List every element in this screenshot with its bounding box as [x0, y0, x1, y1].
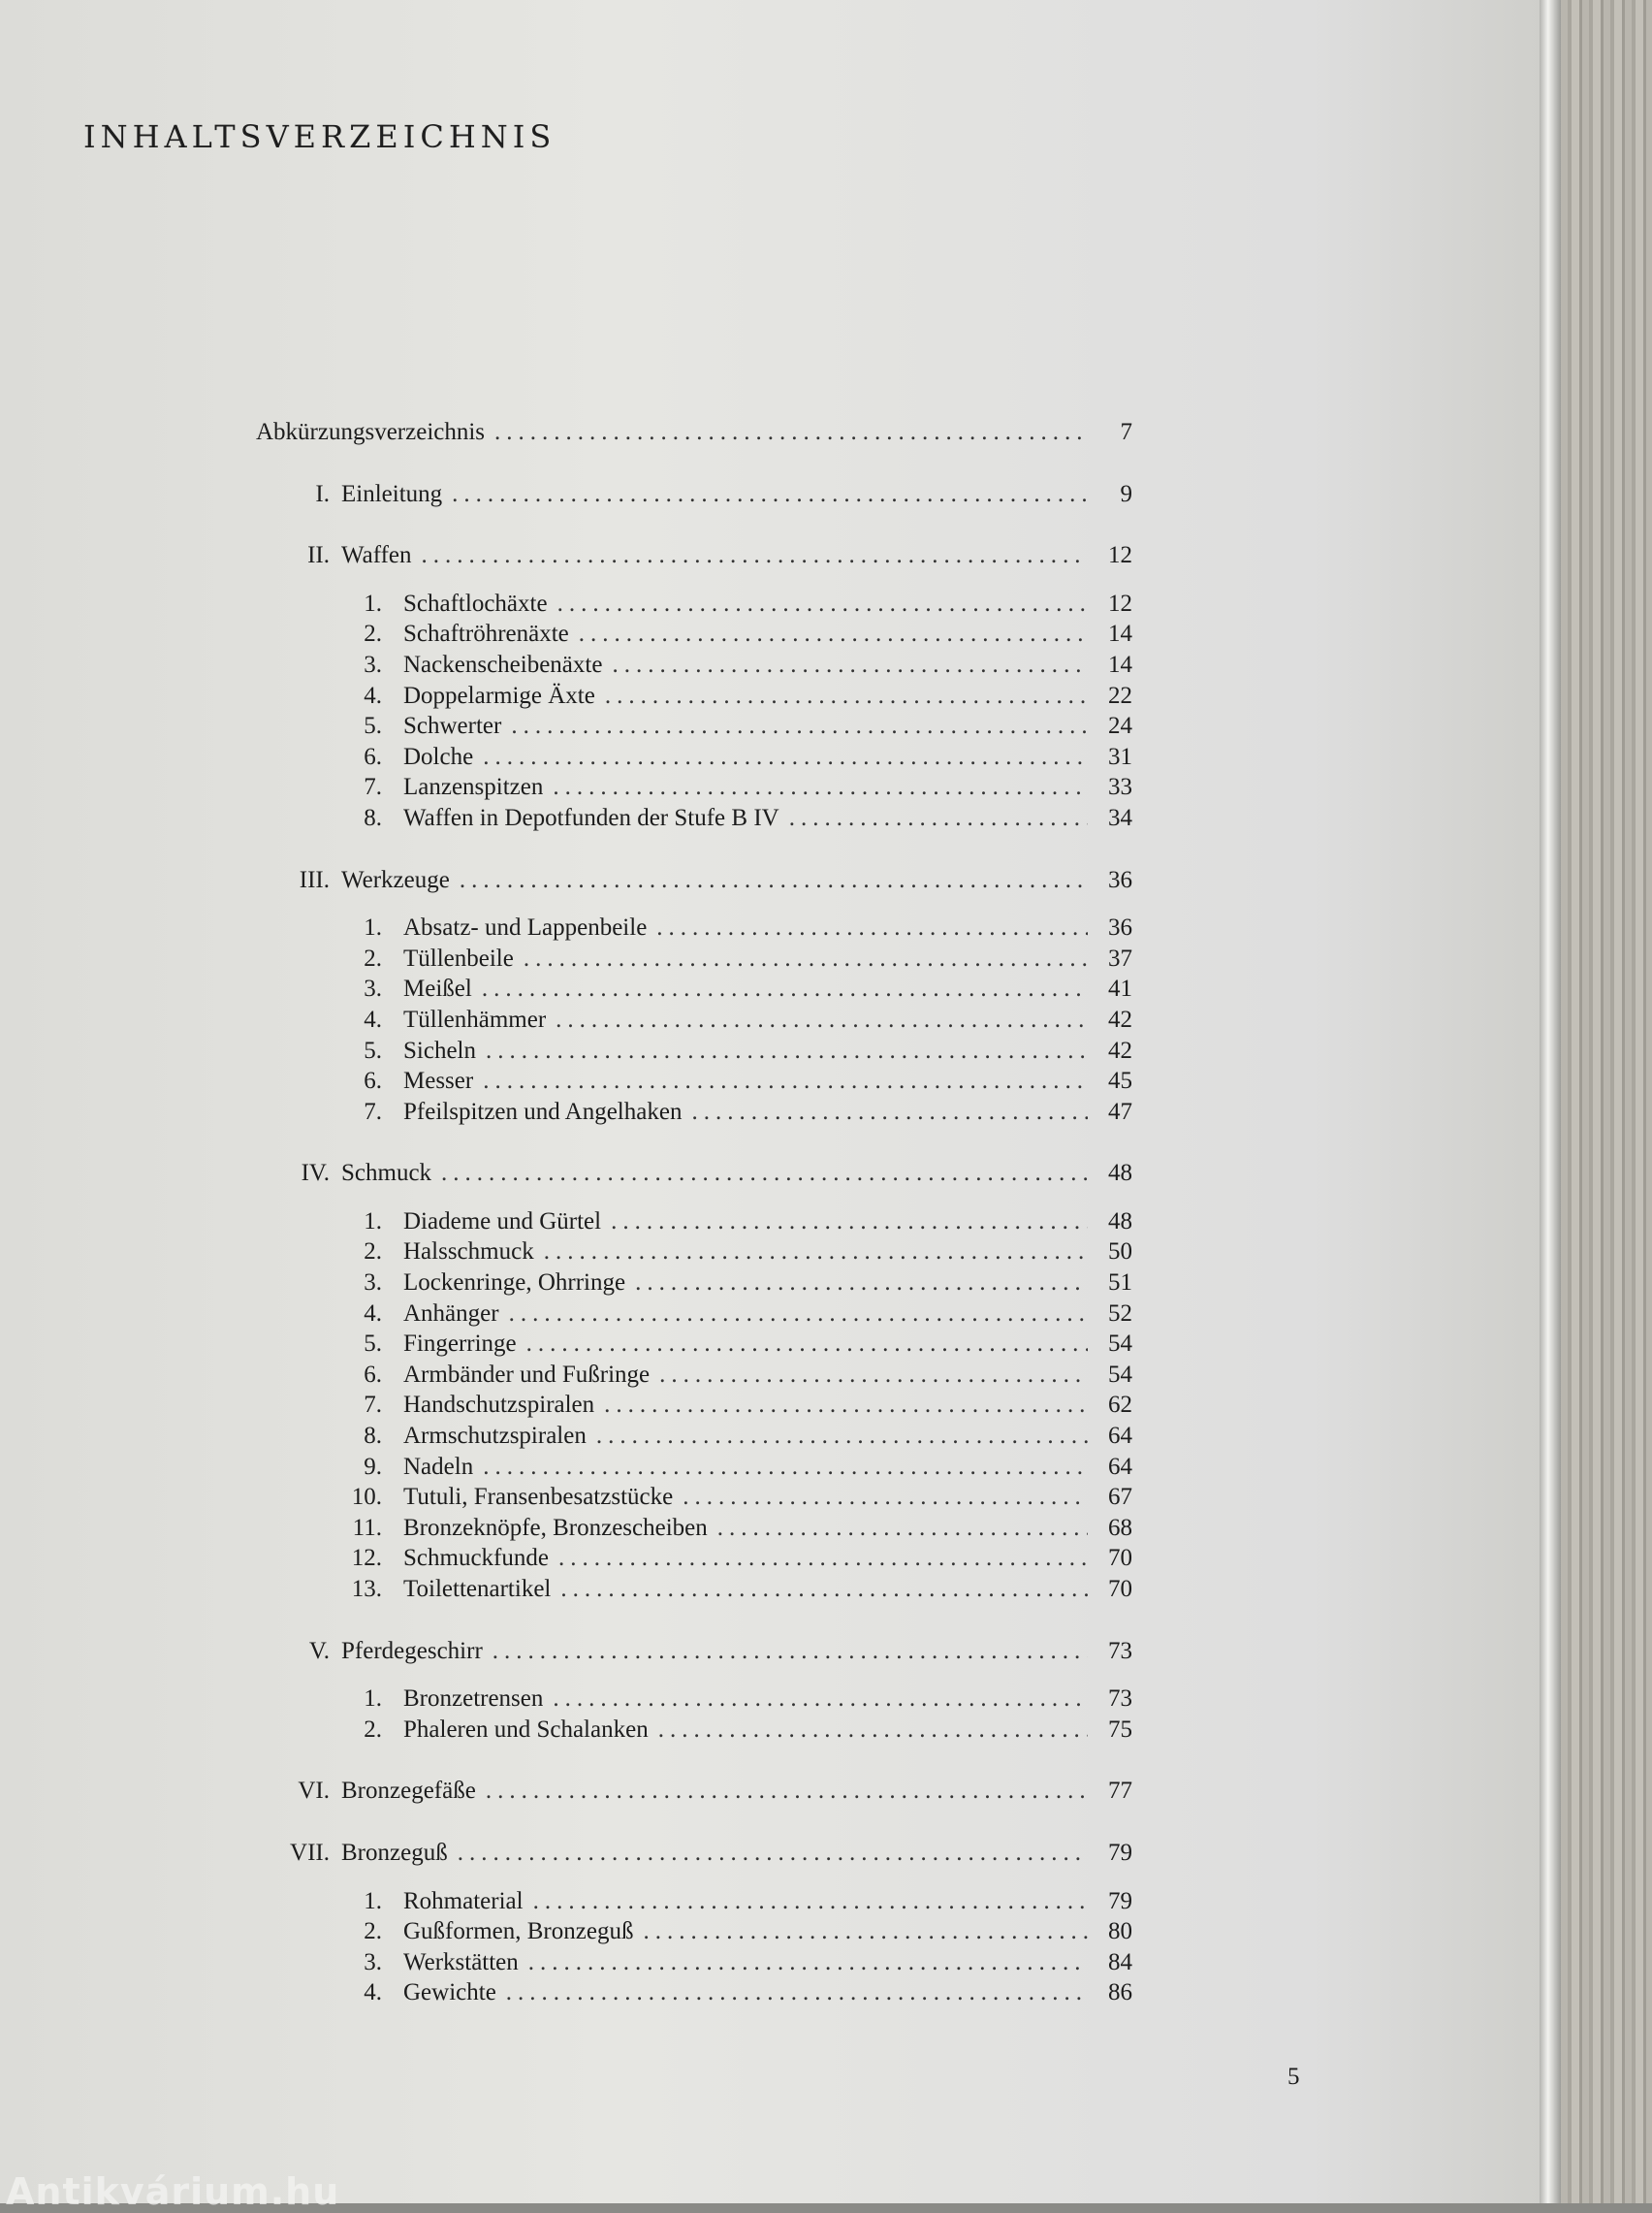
- toc-entry-page: 73: [1108, 1637, 1132, 1664]
- toc-entry-title: Werkzeuge: [341, 866, 450, 893]
- toc-section-row: [256, 1269, 1132, 1300]
- toc-chapter-row: [256, 481, 1132, 512]
- dot-leader: [635, 1269, 1088, 1297]
- toc-entry-number: 5.: [364, 1037, 382, 1064]
- toc-section-row: [256, 1454, 1132, 1485]
- toc-chapter-row: [256, 867, 1132, 898]
- dot-leader: [483, 1068, 1088, 1095]
- dot-leader: [560, 1576, 1088, 1603]
- toc-entry-title: Lockenringe, Ohrringe: [403, 1269, 626, 1297]
- dot-leader: [612, 652, 1088, 679]
- toc-entry-title: Schwerter: [403, 713, 502, 740]
- toc-entry-title: Nadeln: [403, 1453, 474, 1480]
- toc-entry-page: 54: [1108, 1331, 1132, 1358]
- toc-section-row: [256, 1038, 1132, 1069]
- toc-entry-page: 37: [1108, 945, 1132, 972]
- toc-entry-page: 24: [1108, 713, 1132, 740]
- dot-leader: [483, 1454, 1088, 1481]
- dot-leader: [558, 1545, 1088, 1572]
- toc-entry-page: 42: [1108, 1037, 1132, 1064]
- dot-leader: [596, 1423, 1088, 1450]
- toc-entry-title: Doppelarmige Äxte: [403, 682, 595, 709]
- toc-entry-title: Toilettenartikel: [403, 1576, 552, 1602]
- dot-leader: [458, 1840, 1088, 1867]
- toc-entry-title: Gewichte: [403, 1979, 496, 2006]
- toc-entry-number: 6.: [364, 1361, 382, 1388]
- toc-entry-page: 50: [1108, 1238, 1132, 1266]
- toc-entry-number: 10.: [351, 1484, 382, 1511]
- toc-entry-title: Tutuli, Fransenbesatzstücke: [403, 1484, 674, 1511]
- toc-entry-page: 34: [1108, 804, 1132, 831]
- toc-entry-title: Absatz- und Lappenbeile: [403, 914, 648, 942]
- toc-section-row: [256, 1007, 1132, 1038]
- toc-entry-number: 7.: [364, 1392, 382, 1419]
- toc-section-row: [256, 1949, 1132, 1980]
- toc-entry-title: Armbänder und Fußringe: [403, 1361, 651, 1388]
- toc-entry-title: Abkürzungsverzeichnis: [256, 419, 486, 445]
- toc-entry-number: 2.: [364, 621, 382, 648]
- toc-entry-page: 48: [1108, 1160, 1132, 1187]
- toc-entry-page: 80: [1108, 1918, 1132, 1945]
- toc-entry-number: 8.: [364, 1423, 382, 1450]
- toc-section-row: [256, 591, 1132, 622]
- toc-entry-page: 67: [1108, 1484, 1132, 1511]
- toc-entry-title: Rohmaterial: [403, 1887, 524, 1914]
- toc-entry-page: 14: [1108, 651, 1132, 678]
- dot-leader: [533, 1888, 1088, 1915]
- toc-section-row: [256, 946, 1132, 977]
- toc-entry-page: 68: [1108, 1514, 1132, 1541]
- toc-entry-number: 6.: [364, 1068, 382, 1095]
- toc-entry-title: Bronzeknöpfe, Bronzescheiben: [403, 1514, 708, 1541]
- dot-leader: [789, 805, 1088, 832]
- toc-section-row: [256, 744, 1132, 775]
- page-number: 5: [1287, 2064, 1300, 2090]
- dot-leader: [658, 1716, 1088, 1744]
- dot-leader: [604, 1392, 1088, 1419]
- toc-entry-title: Pferdegeschirr: [341, 1637, 483, 1664]
- toc-entry-title: Schmuckfunde: [403, 1545, 549, 1572]
- dot-leader: [683, 1484, 1088, 1511]
- toc-chapter-row: [256, 1160, 1132, 1191]
- toc-entry-number: 2.: [364, 945, 382, 972]
- toc-entry-number: 7.: [364, 1098, 382, 1125]
- toc-entry-page: 47: [1108, 1098, 1132, 1125]
- toc-entry-number: VI.: [298, 1778, 330, 1805]
- toc-entry-title: Nackenscheibenäxte: [403, 651, 603, 678]
- toc-entry-title: Pfeilspitzen und Angelhaken: [403, 1098, 683, 1125]
- toc-entry-title: Bronzeguß: [341, 1839, 448, 1866]
- dot-leader: [526, 1331, 1088, 1358]
- toc-entry-title: Schmuck: [341, 1160, 432, 1187]
- toc-section-row: [256, 914, 1132, 946]
- toc-section-row: [256, 1300, 1132, 1331]
- toc-entry-title: Bronzegefäße: [341, 1778, 476, 1805]
- dot-leader: [717, 1515, 1088, 1542]
- toc-entry-number: III.: [299, 866, 330, 893]
- toc-entry-title: Handschutzspiralen: [403, 1392, 595, 1419]
- dot-leader: [524, 946, 1088, 973]
- toc-section-row: [256, 1238, 1132, 1269]
- toc-entry-page: 51: [1108, 1269, 1132, 1297]
- toc-entry-page: 41: [1108, 976, 1132, 1003]
- toc-entry-page: 84: [1108, 1948, 1132, 1975]
- toc-entry-number: 1.: [364, 1207, 382, 1235]
- toc-section-row: [256, 1362, 1132, 1393]
- toc-entry-title: Meißel: [403, 976, 472, 1003]
- toc-entry-page: 79: [1108, 1839, 1132, 1866]
- toc-entry-number: 4.: [364, 1299, 382, 1327]
- toc-entry-title: Waffen: [341, 542, 412, 569]
- toc-section-row: [256, 1716, 1132, 1748]
- dot-leader: [486, 1778, 1088, 1805]
- toc-entry-number: 2.: [364, 1238, 382, 1266]
- toc-entry-page: 75: [1108, 1716, 1132, 1743]
- toc-section-row: [256, 1099, 1132, 1130]
- toc-chapter-row: [256, 542, 1132, 573]
- toc-entry-page: 12: [1108, 542, 1132, 569]
- toc-entry-title: Diademe und Gürtel: [403, 1207, 602, 1235]
- toc-entry-page: 62: [1108, 1392, 1132, 1419]
- toc-entry-page: 77: [1108, 1778, 1132, 1805]
- dot-leader: [553, 1685, 1088, 1713]
- dot-leader: [506, 1979, 1088, 2006]
- toc-entry-number: 3.: [364, 1269, 382, 1297]
- toc-entry-number: 5.: [364, 713, 382, 740]
- dot-leader: [556, 1007, 1088, 1034]
- toc-entry-title: Schaftlochäxte: [403, 590, 548, 617]
- toc-section-row: [256, 1576, 1132, 1607]
- toc-section-row: [256, 1545, 1132, 1576]
- toc-entry-number: 7.: [364, 774, 382, 801]
- dot-leader: [494, 419, 1088, 446]
- dot-leader: [452, 481, 1088, 508]
- toc-entry-page: 73: [1108, 1685, 1132, 1713]
- toc-entry-title: Tüllenhämmer: [403, 1006, 547, 1033]
- toc-entry-number: 6.: [364, 743, 382, 770]
- wooden-background: [1561, 0, 1652, 2203]
- toc-entry-title: Werkstätten: [403, 1948, 519, 1975]
- dot-leader: [422, 542, 1089, 569]
- dot-leader: [460, 867, 1088, 894]
- toc-entry-title: Phaleren und Schalanken: [403, 1716, 649, 1743]
- toc-chapter-row: [256, 1638, 1132, 1669]
- toc-entry-title: Fingerringe: [403, 1331, 517, 1358]
- toc-entry-number: VII.: [290, 1839, 330, 1866]
- toc-entry-title: Schaftröhrenäxte: [403, 621, 569, 648]
- toc-entry-page: 79: [1108, 1887, 1132, 1914]
- dot-leader: [492, 1638, 1088, 1665]
- toc-entry-number: 5.: [364, 1331, 382, 1358]
- toc-entry-page: 45: [1108, 1068, 1132, 1095]
- toc-entry-page: 48: [1108, 1207, 1132, 1235]
- toc-entry-number: 4.: [364, 1006, 382, 1033]
- toc-section-row: [256, 1979, 1132, 2010]
- toc-section-row: [256, 976, 1132, 1007]
- dot-leader: [482, 976, 1088, 1003]
- toc-section-row: [256, 1392, 1132, 1423]
- toc-entry-title: Bronzetrensen: [403, 1685, 544, 1713]
- toc-chapter-row: [256, 1778, 1132, 1809]
- toc-entry-title: Gußformen, Bronzeguß: [403, 1918, 634, 1945]
- toc-section-row: [256, 774, 1132, 805]
- toc-entry-number: 3.: [364, 651, 382, 678]
- toc-entry-page: 52: [1108, 1299, 1132, 1327]
- toc-entry-page: 9: [1120, 480, 1132, 507]
- dot-leader: [579, 621, 1088, 648]
- toc-entry-number: II.: [307, 542, 330, 569]
- toc-section-row: [256, 1208, 1132, 1239]
- toc-entry-number: 2.: [364, 1716, 382, 1743]
- toc-entry-number: 4.: [364, 1979, 382, 2006]
- toc-section-row: [256, 1685, 1132, 1716]
- toc-section-row: [256, 1423, 1132, 1454]
- toc-entry-title: Tüllenbeile: [403, 945, 514, 972]
- dot-leader: [557, 591, 1088, 618]
- dot-leader: [486, 1038, 1088, 1065]
- toc-chapter-row: [256, 419, 1132, 450]
- toc-entry-number: 1.: [364, 914, 382, 942]
- dot-leader: [691, 1099, 1088, 1126]
- toc-section-row: [256, 1888, 1132, 1919]
- toc-section-row: [256, 621, 1132, 652]
- toc-entry-page: 12: [1108, 590, 1132, 617]
- toc-entry-number: 2.: [364, 1918, 382, 1945]
- toc-entry-page: 31: [1108, 743, 1132, 770]
- toc-entry-page: 64: [1108, 1423, 1132, 1450]
- toc-entry-number: 4.: [364, 682, 382, 709]
- toc-entry-page: 70: [1108, 1576, 1132, 1602]
- dot-leader: [659, 1362, 1088, 1389]
- page-title: INHALTSVERZEICHNIS: [83, 118, 556, 155]
- toc-entry-number: 12.: [351, 1545, 382, 1572]
- toc-entry-number: 1.: [364, 1685, 382, 1713]
- toc-section-row: [256, 1068, 1132, 1099]
- toc-entry-title: Einleitung: [341, 480, 443, 507]
- toc-entry-page: 22: [1108, 682, 1132, 709]
- toc-entry-number: 13.: [351, 1576, 382, 1602]
- toc-entry-title: Messer: [403, 1068, 474, 1095]
- toc-entry-number: 3.: [364, 976, 382, 1003]
- toc-entry-page: 7: [1120, 419, 1132, 445]
- dot-leader: [643, 1918, 1088, 1945]
- toc-entry-number: 9.: [364, 1453, 382, 1480]
- dot-leader: [509, 1300, 1088, 1328]
- toc-section-row: [256, 713, 1132, 744]
- toc-entry-number: V.: [308, 1637, 330, 1664]
- toc-entry-number: I.: [315, 480, 330, 507]
- toc-entry-page: 86: [1108, 1979, 1132, 2006]
- toc-section-row: [256, 683, 1132, 714]
- toc-section-row: [256, 652, 1132, 683]
- toc-entry-number: 11.: [352, 1514, 382, 1541]
- toc-entry-number: 3.: [364, 1948, 382, 1975]
- toc-entry-title: Dolche: [403, 743, 474, 770]
- toc-section-row: [256, 1918, 1132, 1949]
- toc-entry-title: Armschutzspiralen: [403, 1423, 587, 1450]
- toc-entry-number: 1.: [364, 590, 382, 617]
- toc-entry-page: 36: [1108, 866, 1132, 893]
- dot-leader: [441, 1160, 1088, 1187]
- toc-entry-title: Halsschmuck: [403, 1238, 534, 1266]
- toc-entry-number: 8.: [364, 804, 382, 831]
- toc-entry-page: 64: [1108, 1453, 1132, 1480]
- toc-entry-page: 70: [1108, 1545, 1132, 1572]
- dot-leader: [544, 1238, 1088, 1266]
- dot-leader: [483, 744, 1088, 771]
- toc-section-row: [256, 1331, 1132, 1362]
- dot-leader: [605, 683, 1088, 710]
- toc-entry-page: 14: [1108, 621, 1132, 648]
- toc-section-row: [256, 1515, 1132, 1546]
- dot-leader: [611, 1208, 1088, 1235]
- toc-entry-title: Waffen in Depotfunden der Stufe B IV: [403, 804, 779, 831]
- toc-entry-number: IV.: [301, 1160, 330, 1187]
- toc-chapter-row: [256, 1840, 1132, 1871]
- dot-leader: [528, 1949, 1088, 1976]
- page-edge: [1540, 0, 1561, 2203]
- toc-entry-title: Sicheln: [403, 1037, 476, 1064]
- toc-entry-title: Anhänger: [403, 1299, 499, 1327]
- toc-section-row: [256, 805, 1132, 836]
- dot-leader: [511, 713, 1088, 740]
- toc-entry-page: 42: [1108, 1006, 1132, 1033]
- dot-leader: [553, 774, 1088, 801]
- toc-entry-page: 36: [1108, 914, 1132, 942]
- watermark: Antikvárium.hu: [6, 2170, 340, 2213]
- toc-section-row: [256, 1484, 1132, 1515]
- toc-entry-page: 54: [1108, 1361, 1132, 1388]
- dot-leader: [656, 914, 1088, 942]
- table-of-contents: [256, 419, 1132, 2010]
- toc-entry-page: 33: [1108, 774, 1132, 801]
- toc-entry-title: Lanzenspitzen: [403, 774, 544, 801]
- toc-entry-number: 1.: [364, 1887, 382, 1914]
